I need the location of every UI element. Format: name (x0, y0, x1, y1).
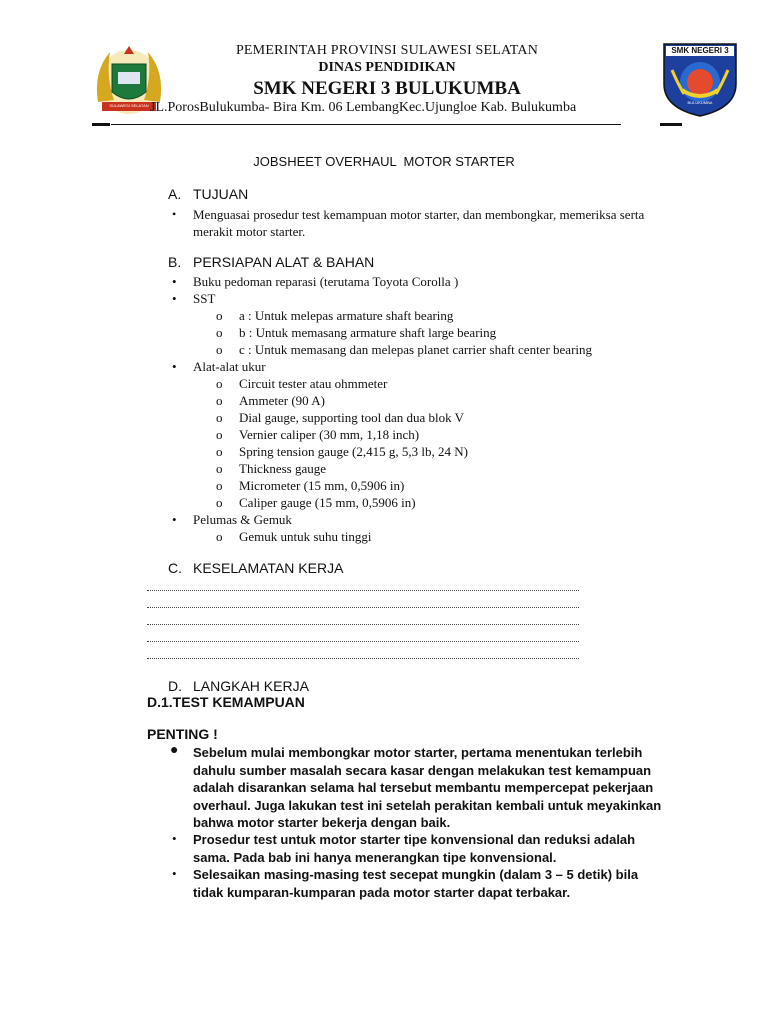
list-item: o Circuit tester atau ohmmeter (216, 376, 388, 391)
answer-line[interactable] (147, 652, 579, 659)
section-a-heading: TUJUAN (193, 186, 249, 202)
left-logo-text: SULAWESI SELATAN (109, 103, 149, 108)
penting-par1-line: dahulu sumber masalah secara kasar dengan melakukan test kemampuan (193, 762, 652, 778)
answer-line[interactable] (147, 584, 579, 591)
bullet-dot: • (172, 207, 177, 221)
list-item: o a : Untuk melepas armature shaft bearing (216, 308, 454, 323)
header-government: PEMERINTAH PROVINSI SULAWESI SELATAN (235, 43, 539, 58)
section-d1-heading: D.1.TEST KEMAMPUAN (147, 694, 305, 710)
section-b-letter: B. (168, 254, 182, 270)
section-a-letter: A. (168, 186, 182, 202)
header-rule (111, 124, 621, 125)
list-item: o b : Untuk memasang armature shaft large bearing (216, 325, 497, 340)
answer-line[interactable] (147, 601, 579, 608)
list-item: • SST (172, 291, 216, 306)
header-school-name: SMK NEGERI 3 BULUKUMBA (253, 78, 521, 99)
right-logo-sub: BULUKUMBA (687, 100, 713, 105)
penting-par1-line: adalah disarankan selama hal tersebut membantu mempercepat pekerjaan (193, 780, 654, 795)
right-logo-underline (660, 123, 682, 126)
section-c-letter: C. (168, 560, 182, 576)
penting-par1-line: Sebelum mulai membongkar motor starter, pertama menentukan terlebih (193, 745, 643, 760)
section-d-heading: LANGKAH KERJA (193, 678, 309, 694)
penting-par2-line: sama. Pada bab ini hanya menerangkan tipe konvensional. (193, 849, 557, 865)
answer-line[interactable] (147, 635, 579, 642)
list-item: o Vernier caliper (30 mm, 1,18 inch) (216, 427, 420, 442)
penting-par1-line: overhaul. Juga lakukan test ini setelah perakitan kembali untuk meyakinkan (193, 797, 662, 813)
answer-line[interactable] (147, 618, 579, 625)
penting-par2-line: Prosedur test untuk motor starter tipe konvensional dan reduksi adalah (193, 832, 636, 847)
bullet-dot: • (172, 831, 177, 846)
list-item: o Dial gauge, supporting tool dan dua blok V (216, 410, 465, 425)
header-department: DINAS PENDIDIKAN (318, 60, 456, 75)
right-logo-text: SMK NEGERI 3 (671, 46, 729, 55)
list-item: o Thickness gauge (216, 461, 327, 476)
penting-par3-line: tidak kumparan-kumparan pada motor starter dapat terbakar. (193, 884, 571, 900)
list-item: o Caliper gauge (15 mm, 0,5906 in) (216, 495, 416, 510)
list-item: o Micrometer (15 mm, 0,5906 in) (216, 478, 405, 493)
section-d-letter: D. (168, 678, 182, 694)
list-item: • Alat-alat ukur (172, 359, 266, 374)
list-item: o Gemuk untuk suhu tinggi (216, 529, 372, 544)
list-item: • Buku pedoman reparasi (terutama Toyota Corolla ) (172, 274, 459, 289)
list-item: o c : Untuk memasang dan melepas planet carrier shaft center bearing (216, 342, 593, 357)
section-c-heading: KESELAMATAN KERJA (193, 560, 344, 576)
penting-par1-line: bahwa motor starter bekerja dengan baik. (193, 815, 451, 830)
section-a-text-line2: merakit motor starter. (193, 224, 306, 239)
list-item: o Spring tension gauge (2,415 g, 5,3 lb, 24 N) (216, 444, 468, 459)
section-b-heading: PERSIAPAN ALAT & BAHAN (193, 254, 375, 270)
document-title: JOBSHEET OVERHAUL MOTOR STARTER (253, 154, 515, 169)
list-item: o Ammeter (90 A) (216, 393, 325, 408)
left-logo-underline (92, 123, 110, 126)
section-b-list (168, 273, 668, 545)
section-a-text-line1: Menguasai prosedur test kemampuan motor starter, dan membongkar, memeriksa serta (193, 207, 645, 222)
penting-par3-line: Selesaikan masing-masing test secepat mungkin (dalam 3 – 5 detik) bila (193, 867, 639, 882)
list-item: • Pelumas & Gemuk (172, 512, 292, 527)
bullet-dot: ● (170, 743, 179, 758)
header-address: JL.PorosBulukumba- Bira Km. 06 LembangKec.Ujungloe Kab. Bulukumba (150, 100, 577, 115)
bullet-dot: • (172, 866, 177, 881)
penting-label: PENTING ! (147, 726, 218, 742)
